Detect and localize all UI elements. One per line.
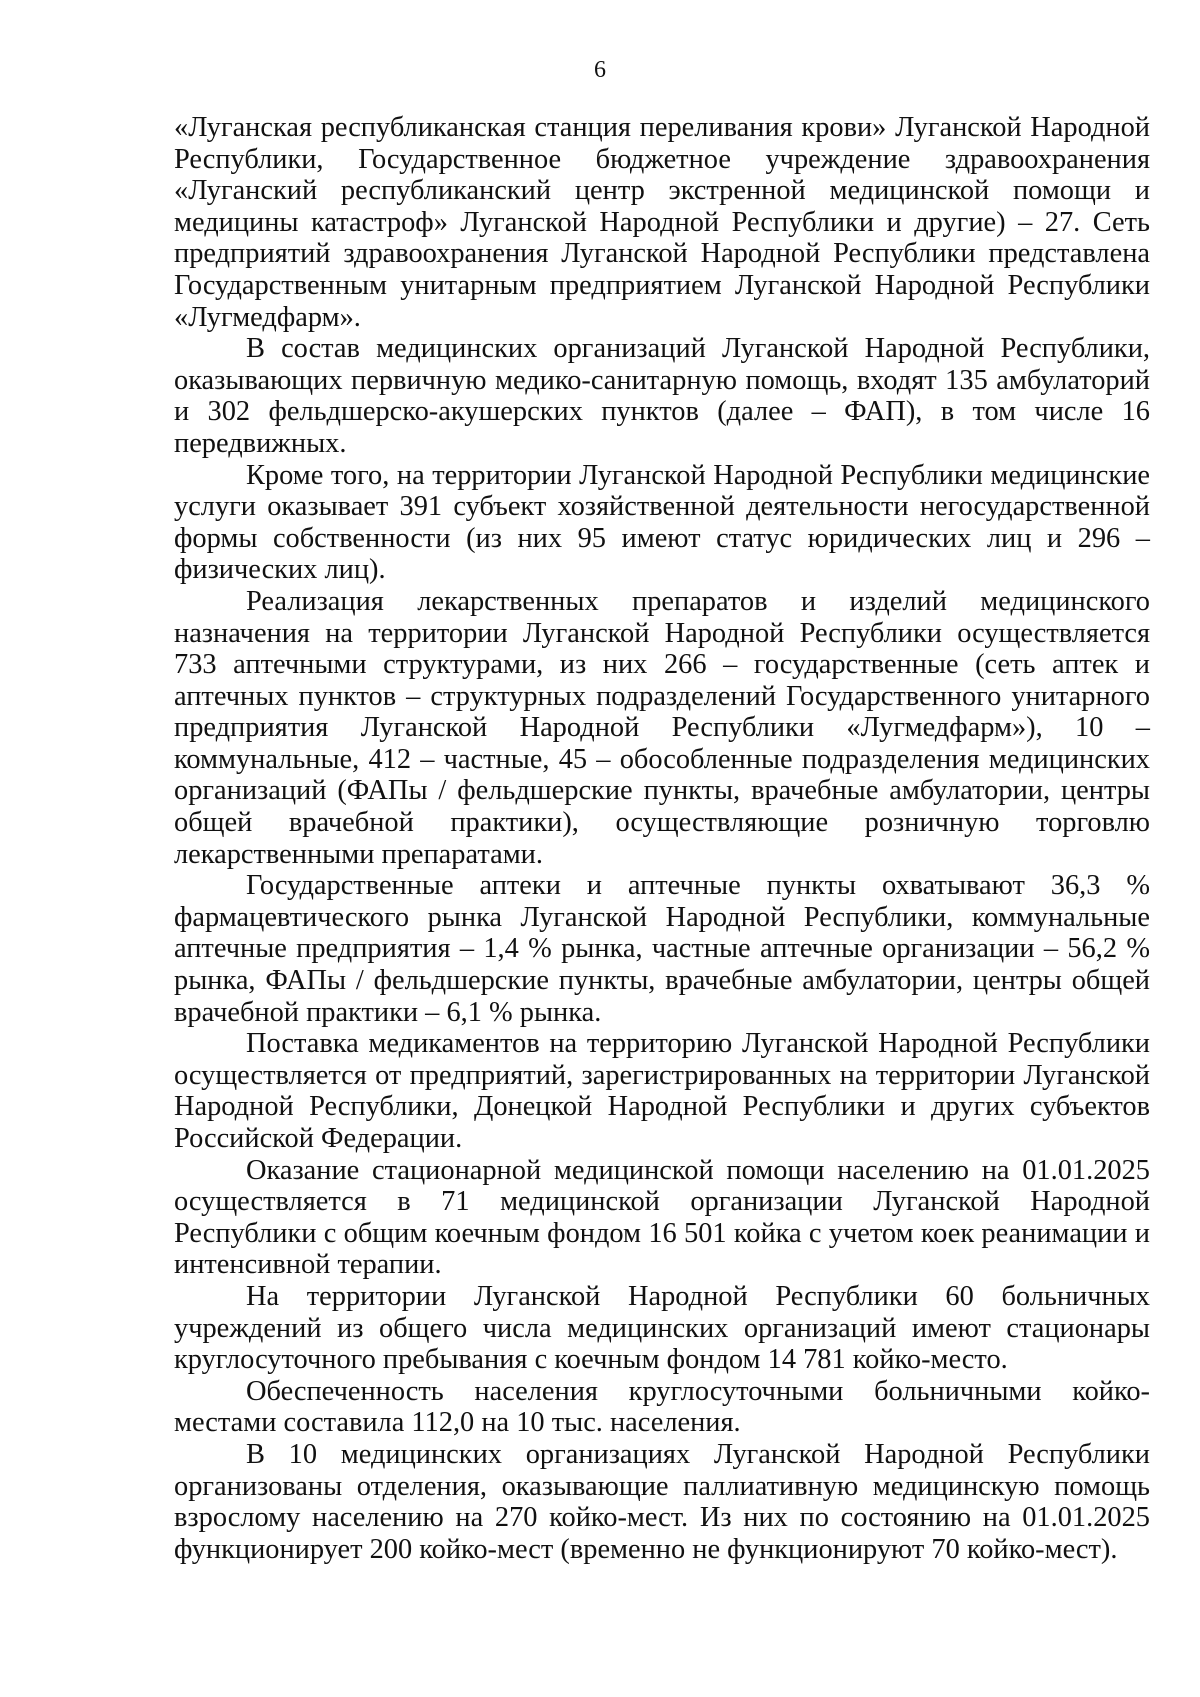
paragraph-palliative-care: В 10 медицинских организациях Луганской Народной Республики организованы отделения, оказывающие паллиативную медицинскую помощь взрослому населению на 270 койко-мест. Из них по состоянию на 01.01.2025 функционирует 200 койко-мест (временно не функционируют 70 койко-мест).: [174, 1438, 1150, 1565]
page-number: 6: [594, 57, 606, 83]
paragraph-private-providers: Кроме того, на территории Луганской Народной Республики медицинские услуги оказывает 391 субъект хозяйственной деятельности негосударственной формы собственности (из них 95 имеют статус юридических лиц и 296 – физических лиц).: [174, 459, 1150, 586]
paragraph-continuation: «Луганская республиканская станция переливания крови» Луганской Народной Республики, Государственное бюджетное учреждение здравоохранения «Луганский республиканский центр экстренной медицинской помощи и медицины катастроф» Луганской Народной Республики и другие) – 27. Сеть предприятий здравоохранения Луганской Народной Республики представлена Государственным унитарным предприятием Луганской Народной Республики «Лугмедфарм».: [174, 112, 1150, 333]
paragraph-bed-availability: Обеспеченность населения круглосуточными больничными койко-местами составила 112,0 на 10 тыс. населения.: [174, 1375, 1150, 1439]
paragraph-pharmacy-structures: Реализация лекарственных препаратов и изделий медицинского назначения на территории Луганской Народной Республики осуществляется 733 аптечными структурами, из них 266 – государственные (сеть аптек и аптечных пунктов – структурных подразделений Государственного унитарного предприятия Луганской Народной Республики «Лугмедфарм»), 10 – коммунальные, 412 – частные, 45 – обособленные подразделения медицинских организаций (ФАПы / фельдшерские пункты, врачебные амбулатории, центры общей врачебной практики), осуществляющие розничную торговлю лекарственными препаратами.: [174, 585, 1150, 870]
paragraph-inpatient-care: Оказание стационарной медицинской помощи населению на 01.01.2025 осуществляется в 71 медицинской организации Луганской Народной Республики с общим коечным фондом 16 501 койка с учетом коек реанимации и интенсивной терапии.: [174, 1154, 1150, 1281]
paragraph-medicine-supply: Поставка медикаментов на территорию Луганской Народной Республики осуществляется от предприятий, зарегистрированных на территории Луганской Народной Республики, Донецкой Народной Республики и других субъектов Российской Федерации.: [174, 1028, 1150, 1154]
paragraph-hospital-institutions: На территории Луганской Народной Республики 60 больничных учреждений из общего числа медицинских организаций имеют стационары круглосуточного пребывания с коечным фондом 14 781 койко-место.: [174, 1280, 1150, 1376]
paragraph-primary-care: В состав медицинских организаций Луганской Народной Республики, оказывающих первичную медико-санитарную помощь, входят 135 амбулаторий и 302 фельдшерско-акушерских пунктов (далее – ФАП), в том числе 16 передвижных.: [174, 333, 1150, 459]
document-body: [174, 112, 1150, 1565]
paragraph-pharmacy-market-share: Государственные аптеки и аптечные пункты охватывают 36,3 % фармацевтического рынка Луганской Народной Республики, коммунальные аптечные предприятия – 1,4 % рынка, частные аптечные организации – 56,2 % рынка, ФАПы / фельдшерские пункты, врачебные амбулатории, центры общей врачебной практики – 6,1 % рынка.: [174, 870, 1150, 1028]
